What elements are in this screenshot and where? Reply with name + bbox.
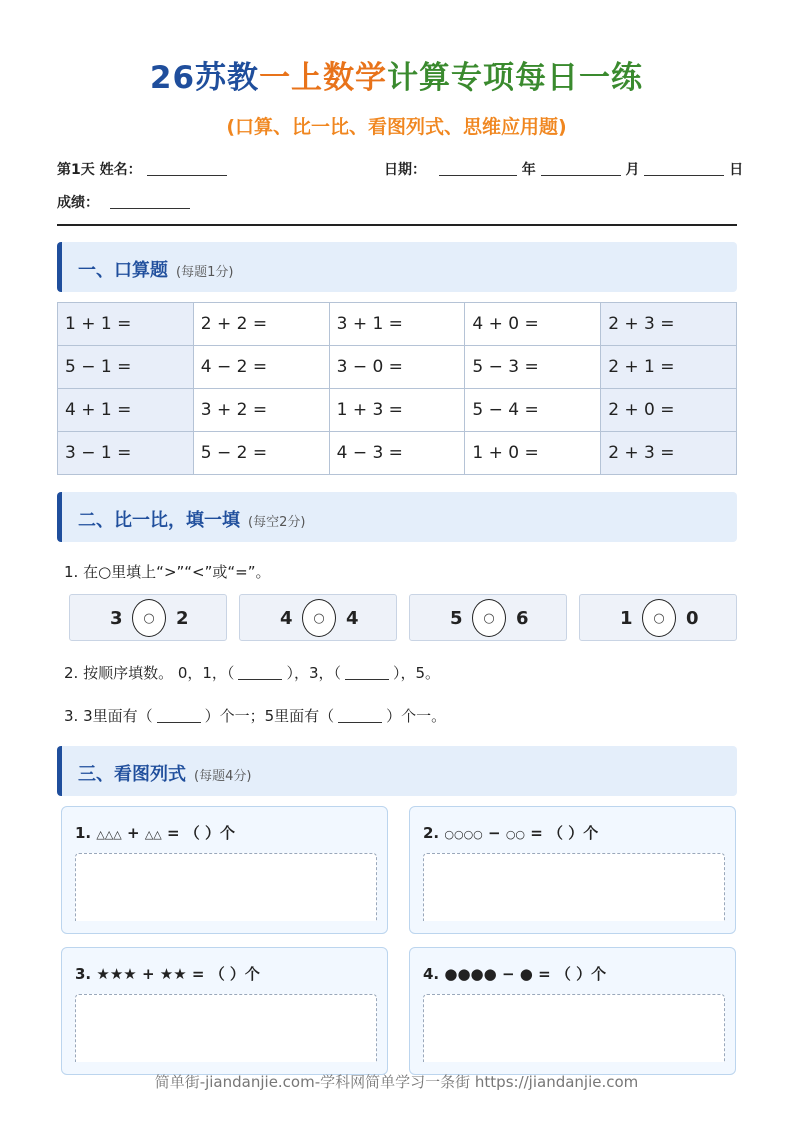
oral-problem-cell[interactable]: 4 + 0 = xyxy=(465,303,601,346)
year-label: 年 xyxy=(521,162,536,178)
compare-right-number: 6 xyxy=(516,608,529,629)
compare-left-number: 3 xyxy=(110,608,123,629)
compare-right-number: 4 xyxy=(346,608,359,629)
composition-blank-2[interactable] xyxy=(338,709,382,723)
oral-problem-cell[interactable]: 5 − 4 = xyxy=(465,389,601,432)
table-row xyxy=(58,389,737,432)
oral-problem-cell[interactable]: 1 + 3 = xyxy=(329,389,465,432)
card-tail: = （ ）个 xyxy=(166,824,235,842)
compare-circle-blank[interactable]: ○ xyxy=(132,599,166,637)
picture-card-title xyxy=(423,822,598,843)
composition-text-c: ）个一。 xyxy=(386,707,447,725)
picture-card-title xyxy=(75,822,235,843)
oral-problem-cell[interactable]: 2 + 0 = xyxy=(601,389,737,432)
oral-problem-cell[interactable]: 5 − 1 = xyxy=(58,346,194,389)
oral-problem-cell[interactable]: 4 + 1 = xyxy=(58,389,194,432)
card-operator: − xyxy=(488,824,501,842)
oral-problem-cell[interactable]: 5 − 3 = xyxy=(465,346,601,389)
oral-problem-cell[interactable]: 5 − 2 = xyxy=(193,432,329,475)
oral-problem-cell[interactable]: 3 − 0 = xyxy=(329,346,465,389)
year-blank[interactable] xyxy=(439,162,517,176)
compare-box-1 xyxy=(69,594,227,641)
section-compare-header xyxy=(57,492,737,542)
name-label: 第1天 姓名： xyxy=(57,162,142,178)
sequence-text-a: 2. 按顺序填数。 0，1，（ xyxy=(64,664,235,682)
card-operator: + xyxy=(127,824,140,842)
compare-circle-blank[interactable]: ○ xyxy=(472,599,506,637)
sequence-text-c: ），5。 xyxy=(392,664,441,682)
date-group xyxy=(384,159,743,179)
title-part-subject: 数学 xyxy=(323,60,388,96)
footer-watermark: 简单街-jiandanjie.com-学科网简单学习一条街 https://jiandanjie.com xyxy=(154,1073,639,1091)
compare-circle-blank[interactable]: ○ xyxy=(302,599,336,637)
section-compare-title-text: 二、比一比，填一填 xyxy=(78,510,240,531)
card-operator: − xyxy=(501,965,515,983)
oral-problem-cell[interactable]: 4 − 3 = xyxy=(329,432,465,475)
picture-card-title xyxy=(423,963,606,984)
compare-box-3 xyxy=(409,594,567,641)
section-picture-note: (每题4分) xyxy=(194,769,252,784)
oral-calc-table xyxy=(57,302,737,475)
card-tail: = （ ）个 xyxy=(530,824,599,842)
day-label: 日 xyxy=(729,162,744,178)
card-shapes-a: ●●●● xyxy=(444,965,497,983)
table-row xyxy=(58,432,737,475)
compare-left-number: 1 xyxy=(620,608,633,629)
card-shapes-b: ● xyxy=(519,965,533,983)
compare-circle-blank[interactable]: ○ xyxy=(642,599,676,637)
picture-card-4 xyxy=(409,947,736,1075)
sequence-blank-2[interactable] xyxy=(345,666,389,680)
oral-problem-cell[interactable]: 3 − 1 = xyxy=(58,432,194,475)
section-picture-title xyxy=(78,760,251,786)
compare-box-4 xyxy=(579,594,737,641)
compare-box-2 xyxy=(239,594,397,641)
compare-right-number: 2 xyxy=(176,608,189,629)
info-row-name-date xyxy=(57,159,744,179)
day-blank[interactable] xyxy=(644,162,724,176)
score-label: 成绩： xyxy=(57,195,99,211)
card-shapes-b: ★★ xyxy=(159,965,187,983)
info-row-score xyxy=(57,192,737,212)
section-picture-title-text: 三、看图列式 xyxy=(78,764,186,785)
section-oral-note: (每题1分) xyxy=(176,265,234,280)
oral-problem-cell[interactable]: 1 + 1 = xyxy=(58,303,194,346)
answer-area[interactable] xyxy=(75,994,377,1062)
card-tail: = （ ）个 xyxy=(191,965,260,983)
compare-left-number: 4 xyxy=(280,608,293,629)
answer-area[interactable] xyxy=(423,853,725,921)
composition-question xyxy=(64,705,446,726)
page-title xyxy=(0,52,793,97)
title-part-term: 一上 xyxy=(259,60,324,96)
title-part-topic: 计算专项每日一练 xyxy=(387,60,644,96)
oral-problem-cell[interactable]: 4 − 2 = xyxy=(193,346,329,389)
compare-question-1: 1. 在○里填上“>”“<”或“=”。 xyxy=(64,563,271,581)
section-compare-note: (每空2分) xyxy=(248,515,306,530)
page-subtitle: (口算、比一比、看图列式、思维应用题) xyxy=(226,116,567,138)
composition-text-b: ）个一；5里面有（ xyxy=(204,707,335,725)
date-label: 日期： xyxy=(384,162,426,178)
sequence-question xyxy=(64,662,440,683)
card-number: 3. xyxy=(75,965,92,983)
score-blank[interactable] xyxy=(110,195,190,209)
month-blank[interactable] xyxy=(541,162,621,176)
oral-problem-cell[interactable]: 3 + 2 = xyxy=(193,389,329,432)
card-shapes-a: ○○○○ xyxy=(444,828,483,841)
table-row xyxy=(58,346,737,389)
card-shapes-b: △△ xyxy=(144,828,162,841)
title-part-grade: 26苏教 xyxy=(149,60,260,96)
section-picture-header xyxy=(57,746,737,796)
oral-problem-cell[interactable]: 2 + 1 = xyxy=(601,346,737,389)
card-number: 4. xyxy=(423,965,440,983)
oral-problem-cell[interactable]: 1 + 0 = xyxy=(465,432,601,475)
section-oral-title xyxy=(78,256,233,282)
section-oral-header xyxy=(57,242,737,292)
oral-problem-cell[interactable]: 3 + 1 = xyxy=(329,303,465,346)
answer-area[interactable] xyxy=(75,853,377,921)
card-tail: = （ ）个 xyxy=(538,965,607,983)
card-shapes-a: △△△ xyxy=(96,828,122,841)
table-row xyxy=(58,303,737,346)
section-oral-title-text: 一、口算题 xyxy=(78,260,168,281)
composition-text-a: 3. 3里面有（ xyxy=(64,707,153,725)
sequence-text-b: ），3，（ xyxy=(286,664,341,682)
oral-problem-cell[interactable]: 2 + 3 = xyxy=(601,432,737,475)
sequence-blank-1[interactable] xyxy=(238,666,282,680)
answer-area[interactable] xyxy=(423,994,725,1062)
picture-card-title xyxy=(75,963,260,984)
picture-card-2 xyxy=(409,806,736,934)
compare-right-number: 0 xyxy=(686,608,699,629)
card-shapes-b: ○○ xyxy=(505,828,526,841)
section-compare-title xyxy=(78,506,305,532)
compare-left-number: 5 xyxy=(450,608,463,629)
picture-card-1 xyxy=(61,806,388,934)
card-shapes-a: ★★★ xyxy=(96,965,137,983)
picture-card-3 xyxy=(61,947,388,1075)
name-blank[interactable] xyxy=(147,162,227,176)
card-number: 2. xyxy=(423,824,440,842)
month-label: 月 xyxy=(625,162,640,178)
composition-blank-1[interactable] xyxy=(157,709,201,723)
card-number: 1. xyxy=(75,824,92,842)
header-divider xyxy=(57,224,737,226)
oral-problem-cell[interactable]: 2 + 2 = xyxy=(193,303,329,346)
oral-problem-cell[interactable]: 2 + 3 = xyxy=(601,303,737,346)
card-operator: + xyxy=(141,965,155,983)
